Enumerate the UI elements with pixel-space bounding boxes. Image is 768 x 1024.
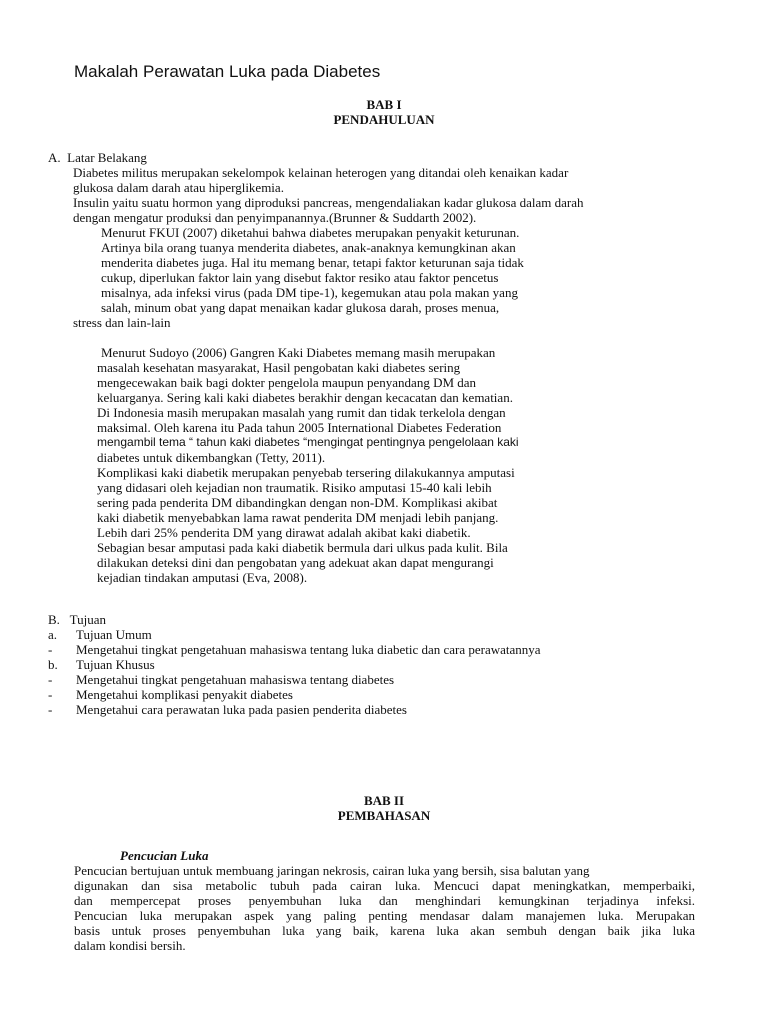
text-line: stress dan lain-lain xyxy=(73,315,171,330)
document-title: Makalah Perawatan Luka pada Diabetes xyxy=(74,62,381,81)
list-marker: b. xyxy=(48,657,58,672)
text-line: Sebagian besar amputasi pada kaki diabetik bermula dari ulkus pada kulit. Bila xyxy=(97,540,508,555)
text-line: maksimal. Oleh karena itu Pada tahun 2005 International Diabetes Federation xyxy=(97,420,502,435)
text-line: masalah kesehatan masyarakat, Hasil pengobatan kaki diabetes sering xyxy=(97,360,461,375)
text-line: cukup, diperlukan faktor lain yang disebut faktor resiko atau faktor pencetus xyxy=(101,270,499,285)
pencucian-heading: Pencucian Luka xyxy=(120,848,209,863)
list-marker: - xyxy=(48,672,53,687)
text-line: Komplikasi kaki diabetik merupakan penyebab tersering dilakukannya amputasi xyxy=(97,465,515,480)
list-marker: - xyxy=(48,687,53,702)
text-line: mengecewakan baik bagi dokter pengelola maupun penyandang DM dan xyxy=(97,375,477,390)
text-line: yang didasari oleh kejadian non traumatik. Risiko amputasi 15-40 kali lebih xyxy=(97,480,492,495)
list-item: Mengetahui komplikasi penyakit diabetes xyxy=(76,687,293,702)
text-line: Menurut FKUI (2007) diketahui bahwa diabetes merupakan penyakit keturunan. xyxy=(101,225,520,240)
text-line: dilakukan deteksi dini dan pengobatan yang adekuat akan dapat mengurangi xyxy=(97,555,494,570)
text-line: dengan mengatur produksi dan penyimpanannya.(Brunner & Suddarth 2002). xyxy=(73,210,477,225)
text-line: kaki diabetik menyebabkan lama rawat penderita DM menjadi lebih panjang. xyxy=(97,510,499,525)
text-line: mengambil tema “ tahun kaki diabetes “mengingat pentingnya pengelolaan kaki xyxy=(97,435,519,449)
text-line: glukosa dalam darah atau hiperglikemia. xyxy=(73,180,284,195)
text-line: misalnya, ada infeksi virus (pada DM tipe-1), kegemukan atau pola makan yang xyxy=(101,285,518,300)
text-line: digunakan dan sisa metabolic tubuh pada cairan luka. Mencuci dapat meningkatkan, memperbaiki, xyxy=(74,878,695,893)
text-line: sering pada penderita DM dibandingkan dengan non-DM. Komplikasi akibat xyxy=(97,495,498,510)
section-b-heading: B. Tujuan xyxy=(48,612,107,627)
text-line: Lebih dari 25% penderita DM yang dirawat adalah akibat kaki diabetik. xyxy=(97,525,471,540)
list-item: Tujuan Umum xyxy=(76,627,152,642)
bab1-number: BAB I xyxy=(366,97,402,112)
bab2-number: BAB II xyxy=(363,793,405,808)
list-item: Mengetahui cara perawatan luka pada pasien penderita diabetes xyxy=(76,702,407,717)
text-line: dan mempercepat proses penyembuhan luka dan menghindari kemungkinan terjadinya infeksi. xyxy=(74,893,695,908)
text-line: Artinya bila orang tuanya menderita diabetes, anak-anaknya kemungkinan akan xyxy=(101,240,516,255)
text-line: basis untuk proses penyembuhan luka yang baik, karena luka akan sembuh dengan baik jika luka xyxy=(74,923,695,938)
text-line: salah, minum obat yang dapat menaikan kadar glukosa darah, proses menua, xyxy=(101,300,500,315)
list-item: Mengetahui tingkat pengetahuan mahasiswa tentang diabetes xyxy=(76,672,395,687)
text-line: menderita diabetes juga. Hal itu memang benar, tetapi faktor keturunan saja tidak xyxy=(101,255,524,270)
bab1-title: PENDAHULUAN xyxy=(333,112,435,127)
list-marker: - xyxy=(48,702,53,717)
text-line: Pencucian luka merupakan aspek yang paling penting mendasar dalam manajemen luka. Merupakan xyxy=(74,908,695,923)
text-line: Insulin yaitu suatu hormon yang diproduksi pancreas, mengendaliakan kadar glukosa dalam darah xyxy=(73,195,584,210)
text-line: dalam kondisi bersih. xyxy=(74,938,186,953)
list-item: Mengetahui tingkat pengetahuan mahasiswa tentang luka diabetic dan cara perawatannya xyxy=(76,642,541,657)
text-line: Diabetes militus merupakan sekelompok kelainan heterogen yang ditandai oleh kenaikan kadar xyxy=(73,165,569,180)
text-line: diabetes untuk dikembangkan (Tetty, 2011). xyxy=(97,450,326,465)
text-line: Menurut Sudoyo (2006) Gangren Kaki Diabetes memang masih merupakan xyxy=(101,345,496,360)
text-line: Di Indonesia masih merupakan masalah yang rumit dan tidak terkelola dengan xyxy=(97,405,506,420)
text-line: Pencucian bertujuan untuk membuang jaringan nekrosis, cairan luka yang bersih, sisa balutan yang xyxy=(74,863,590,878)
section-a-heading: A. Latar Belakang xyxy=(48,150,147,165)
text-line: keluarganya. Sering kali kaki diabetes berakhir dengan kecacatan dan kematian. xyxy=(97,390,513,405)
text-line: kejadian tindakan amputasi (Eva, 2008). xyxy=(97,570,308,585)
list-item: Tujuan Khusus xyxy=(76,657,155,672)
list-marker: - xyxy=(48,642,53,657)
list-marker: a. xyxy=(48,627,58,642)
bab2-title: PEMBAHASAN xyxy=(337,808,431,823)
